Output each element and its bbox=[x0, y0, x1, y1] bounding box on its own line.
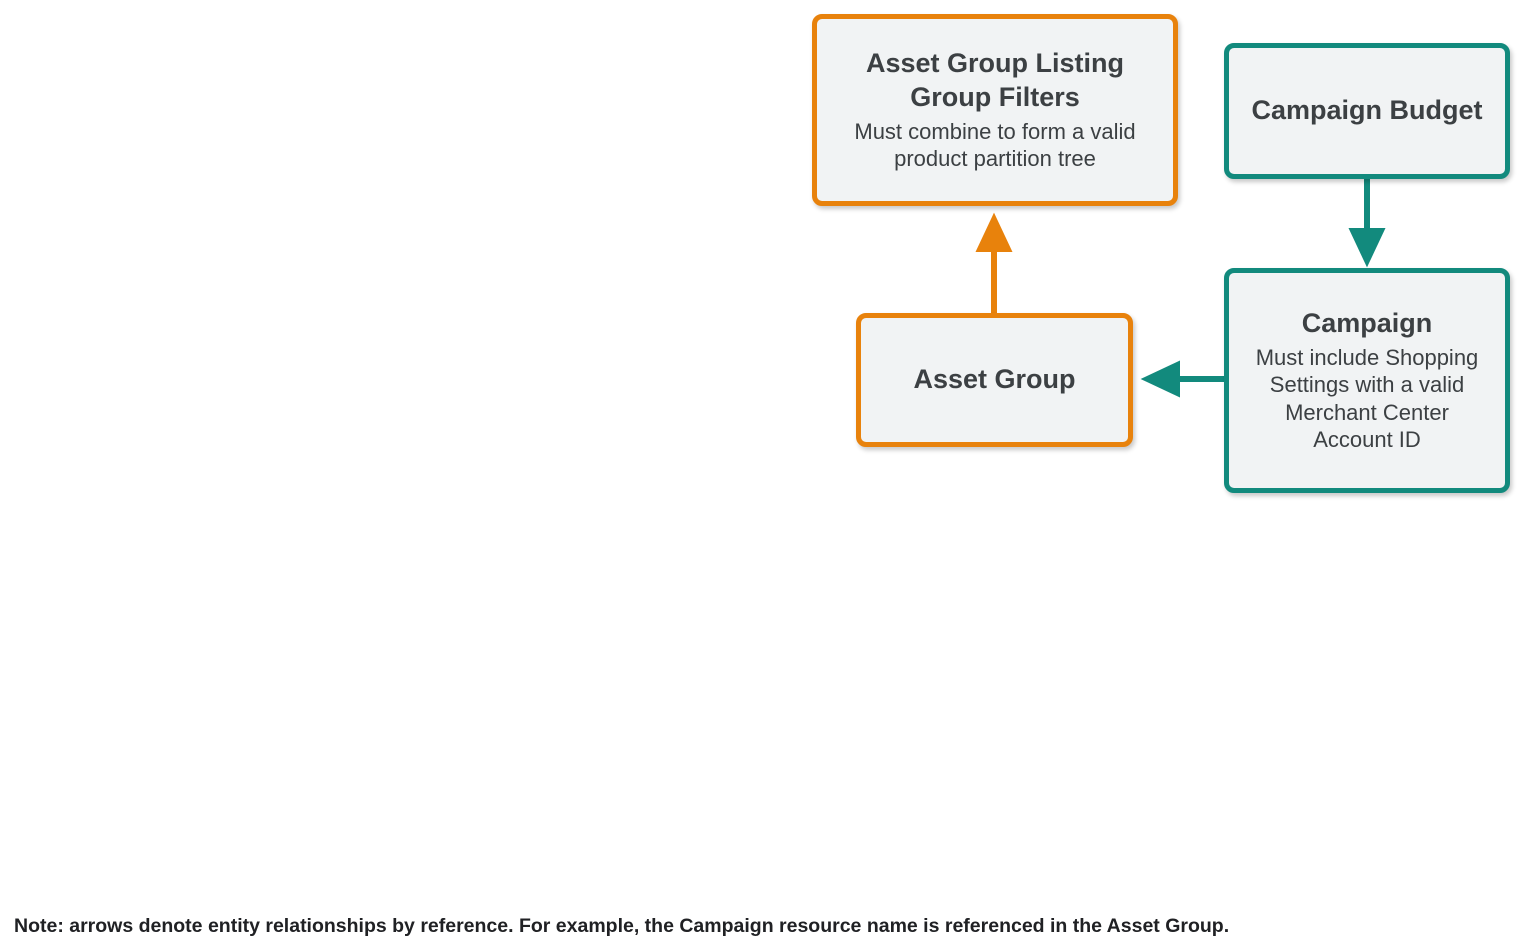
node-title: Asset Group bbox=[913, 364, 1076, 395]
node-title: Asset Group Listing Group Filters bbox=[865, 48, 1125, 112]
node-subtitle: Must include Shopping Settings with a valid Merchant Center Account ID bbox=[1255, 344, 1479, 453]
node-title: Campaign Budget bbox=[1251, 95, 1483, 126]
node-title: Campaign bbox=[1301, 308, 1433, 339]
node-campaign-budget[interactable] bbox=[1224, 43, 1510, 179]
node-subtitle: Must combine to form a valid product partition tree bbox=[854, 118, 1136, 172]
node-asset-group[interactable] bbox=[856, 313, 1133, 447]
node-campaign[interactable] bbox=[1224, 268, 1510, 493]
diagram-note: Note: arrows denote entity relationships by reference. For example, the Campaign resource name is referenced in the Asset Group. bbox=[14, 915, 1230, 937]
node-asset-group-listing-group-filters[interactable] bbox=[812, 14, 1178, 206]
